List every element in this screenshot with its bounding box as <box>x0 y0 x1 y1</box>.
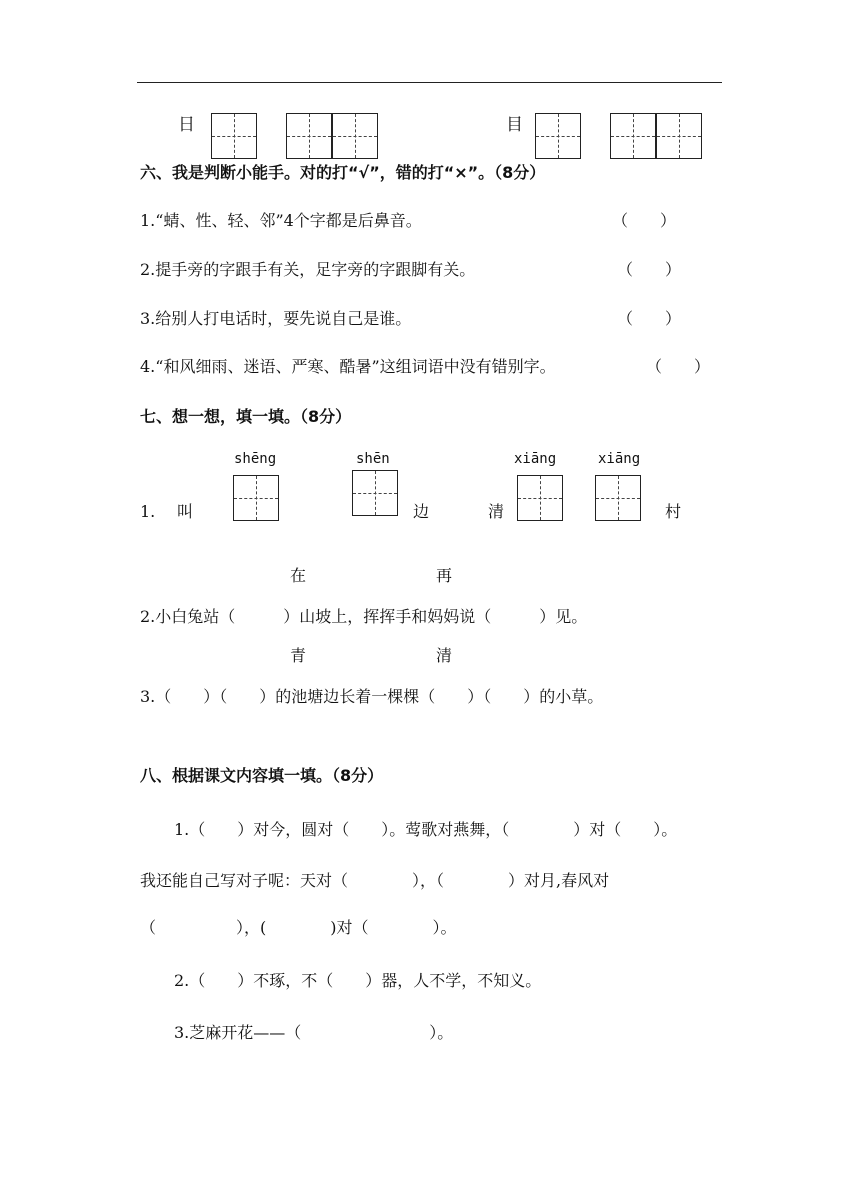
pinyin-3: xiāng <box>514 451 557 467</box>
section6-paren-2[interactable]: （ ） <box>617 260 682 279</box>
q3-sentence[interactable]: 3.（ ）（ ）的池塘边长着一棵棵（ ）（ ）的小草。 <box>140 687 604 706</box>
q1-number: 1. <box>140 502 156 521</box>
q3-option-qing2: 清 <box>436 646 453 665</box>
section8-line-1[interactable]: 1.（ ）对今，圆对（ ）。莺歌对燕舞，（ ）对（ ）。 <box>174 820 678 839</box>
header-rule <box>137 82 722 83</box>
section6-paren-4[interactable]: （ ） <box>646 357 711 376</box>
section8-line-3[interactable]: （ ），( )对（ ）。 <box>140 918 457 937</box>
section7-title: 七、想一想，填一填。（8分） <box>140 407 352 426</box>
top-char-ri: 日 <box>178 115 195 135</box>
section8-title: 八、根据课文内容填一填。（8分） <box>140 766 384 785</box>
q3-option-qing: 青 <box>290 646 307 665</box>
q2-option-zai2: 再 <box>436 566 453 585</box>
pinyin-4: xiāng <box>598 451 641 467</box>
writing-grid[interactable] <box>332 113 378 159</box>
q2-sentence[interactable]: 2.小白兔站（ ）山坡上，挥挥手和妈妈说（ ）见。 <box>140 607 588 626</box>
q2-option-zai: 在 <box>290 566 307 585</box>
section6-paren-3[interactable]: （ ） <box>617 309 682 328</box>
section6-item-1: 1.“蜻、性、轻、邻”4个字都是后鼻音。 <box>140 211 422 230</box>
q1-word-cun: 村 <box>665 502 682 521</box>
section6-item-2: 2.提手旁的字跟手有关，足字旁的字跟脚有关。 <box>140 260 476 279</box>
writing-grid[interactable] <box>517 475 563 521</box>
section6-item-3: 3.给别人打电话时，要先说自己是谁。 <box>140 309 412 328</box>
section6-title: 六、我是判断小能手。对的打“√”，错的打“×”。（8分） <box>140 163 546 182</box>
section8-line-2[interactable]: 我还能自己写对子呢：天对（ ），（ ）对月,春风对 <box>140 871 610 890</box>
writing-grid[interactable] <box>535 113 581 159</box>
writing-grid[interactable] <box>233 475 279 521</box>
section8-line-5[interactable]: 3.芝麻开花——（ ）。 <box>174 1023 454 1042</box>
writing-grid[interactable] <box>610 113 656 159</box>
section8-line-4[interactable]: 2.（ ）不琢，不（ ）器，人不学，不知义。 <box>174 971 542 990</box>
top-char-mu: 目 <box>506 115 523 135</box>
writing-grid[interactable] <box>352 470 398 516</box>
writing-grid[interactable] <box>656 113 702 159</box>
writing-grid[interactable] <box>286 113 332 159</box>
section6-paren-1[interactable]: （ ） <box>612 211 677 230</box>
q1-word-qing: 清 <box>488 502 505 521</box>
q1-word-bian: 边 <box>413 502 430 521</box>
pinyin-2: shēn <box>356 451 390 467</box>
writing-grid[interactable] <box>211 113 257 159</box>
q1-word-jiao: 叫 <box>177 502 194 521</box>
pinyin-1: shēng <box>234 451 277 467</box>
writing-grid[interactable] <box>595 475 641 521</box>
section6-item-4: 4.“和风细雨、迷语、严寒、酷暑”这组词语中没有错别字。 <box>140 357 556 376</box>
